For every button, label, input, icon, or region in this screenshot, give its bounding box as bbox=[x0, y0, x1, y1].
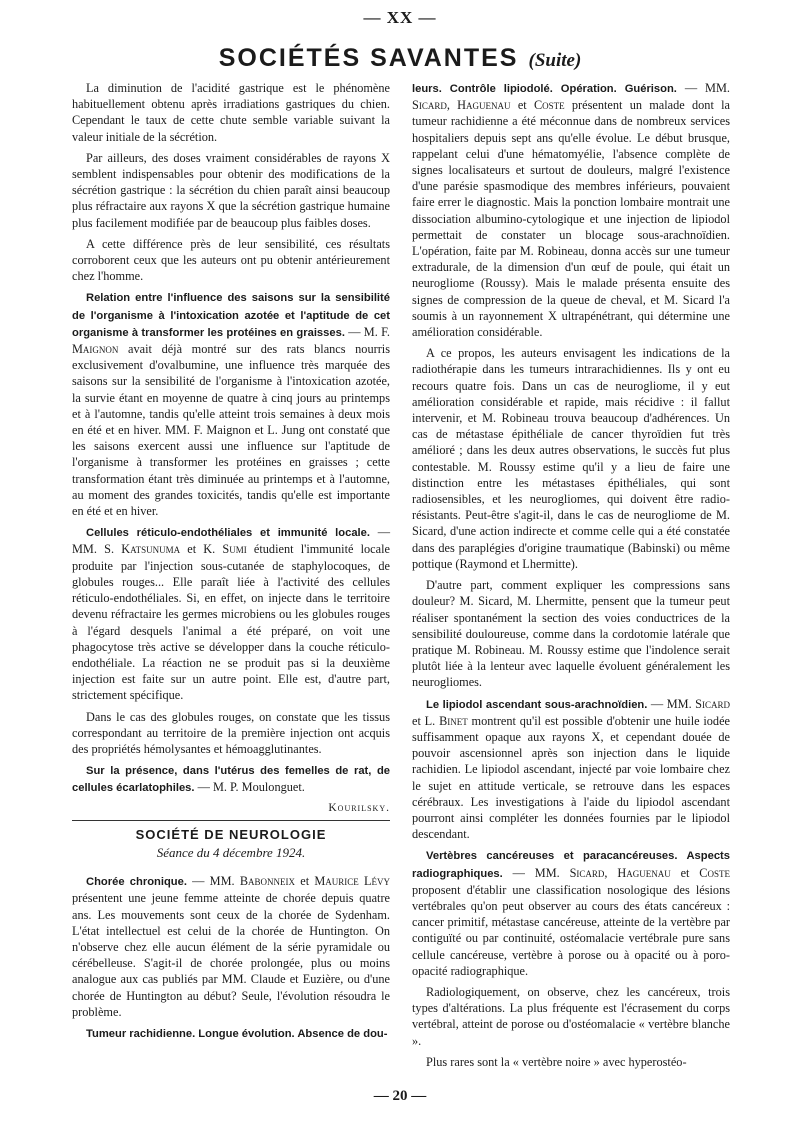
author-joiner: et K. bbox=[180, 542, 223, 557]
entry-text: montrent qu'il est possible d'obtenir une huile iodée suffisamment opaque aux rayons X, et cependant douée de pouvoir ascensionnel après son injection dans le liquide rachidien. Le lipiodol ascendant, injecté par voie lombaire chez le sujet en attitude verticale, se retrouve dans les espaces cérébraux. Les investigations à l'aide du lipiodol ascendant pourront ainsi compléter les données fournies par le lipiodol descendant. bbox=[412, 713, 730, 842]
paragraph: A cette différence près de leur sensibilité, ces résultats corroborent ceux que les auteurs ont pu obtenir antérieurement chez l'homme. bbox=[72, 236, 390, 284]
page-roman-numeral: — XX — bbox=[363, 8, 437, 27]
author-joiner: , bbox=[604, 865, 618, 880]
abstract-entry bbox=[412, 847, 730, 979]
left-column bbox=[72, 80, 390, 1047]
author-joiner: et bbox=[295, 874, 315, 889]
page-number: — 20 — bbox=[373, 1088, 427, 1104]
run-in-heading: Tumeur rachidienne. Longue évolution. Absence de dou- bbox=[86, 1027, 388, 1040]
run-in-heading: Relation entre l'influence des saisons sur la sensibilité de l'organisme à l'intoxication azotée et l'aptitude de cet organisme à transformer les protéines en graisses. bbox=[72, 292, 390, 339]
abstract-entry bbox=[412, 696, 730, 843]
signature: Kourilsky. bbox=[328, 801, 390, 814]
author-name: Sicard bbox=[695, 696, 730, 711]
entry-authors: — M. P. Moulonguet. bbox=[194, 780, 305, 795]
author-name: Sicard bbox=[569, 865, 605, 880]
author-joiner: et L. bbox=[412, 713, 440, 728]
abstract-entry bbox=[72, 1025, 390, 1042]
author-name: Maurice Lévy bbox=[314, 874, 390, 889]
author-name: Coste bbox=[699, 865, 730, 880]
abstract-entry bbox=[72, 873, 390, 1020]
entry-text: présentent une jeune femme atteinte de chorée depuis quatre ans. Les mouvements sont ceux de la chorée de Sydenham. L'état intellectuel est celui de la chorée de Huntington. On n'observe chez elle aucun élément de la série pyramidale ou cérébelleuse. S'agit-il de chorée prolongée, plus ou moins analogue aux cas publiés par MM. Claude et Euzière, ou d'une chorée de Huntington au début? Seule, l'évolution résoudra le problème. bbox=[72, 891, 390, 1019]
run-in-heading: Le lipiodol ascendant sous-arachnoïdien. bbox=[426, 698, 648, 711]
abstract-entry bbox=[72, 762, 390, 796]
author-name: Coste bbox=[533, 98, 565, 113]
run-in-heading: Vertèbres cancéreuses et paracancéreuses. Aspects radiographiques. bbox=[412, 850, 730, 880]
session-date: Séance du 4 décembre 1924. bbox=[156, 844, 306, 860]
author-name: Babonneix bbox=[239, 874, 296, 889]
author-name: Sumi bbox=[222, 542, 247, 557]
heading-dash: — MM. S. bbox=[72, 525, 391, 557]
entry-text: avait déjà montré sur des rats blancs nourris exclusivement d'ovalbumine, une influence très marquée des saisons sur la sensibilité de l'organisme à l'intoxication azotée, la survie étant en moyenne de quatre à cinq jours au printemps et à l'automne, tandis qu'elle atteint trois semaines à deux mois en été et en hiver. MM. F. Maignon et L. Jung ont constaté que les saisons exercent aussi une influence sur l'aptitude de l'organisme à transformer les protéines en graisses ; cette transformation étant très diminuée au printemps et à l'automne, au moment des grandes toxicités, tandis qu'elle est importante en été et en hiver. bbox=[72, 342, 390, 519]
right-column bbox=[412, 80, 730, 1075]
paragraph: D'autre part, comment expliquer les compressions sans douleur? M. Sicard, M. Lhermitte, pensent que la tumeur peut réaliser spontanément la section des voies conductrices de la sensibilité douloureuse, comme dans la cordotomie latérale que pratique M. Robineau. M. Roussy estime que l'indolence serait plutôt liée à la lenteur avec laquelle évoluent généralement les neurogliomes. bbox=[412, 578, 730, 690]
author-name: Sicard bbox=[412, 98, 447, 113]
entry-text: présentent un malade dont la tumeur rachidienne a été méconnue dans de nombreux services hospitaliers depuis sept ans qu'elle évolue. Le début brusque, rappelant celui d'une hématomyélie, l'absence complète de signes localisateurs et surtout de douleurs, malgré l'existence d'une parésie spasmodique des membres inférieurs, pouvaient faire errer le diagnostic. Mais la ponction lombaire montrait une dissociation albumino-cytologique et une injection de lipiodol permettait de constater un blocage sous-arachnoïdien. L'opération, faite par M. Robineau, donna accès sur une tumeur extradurale, de la dimension d'un œuf de poule, qui était un neurogliome (Roussy). Mais le malade présenta ensuite des signes de compression de la queue de cheval, et M. Sicard l'a soumis à un rayonnement X ultrapénétrant, qui détermine une amélioration considérable. bbox=[412, 98, 730, 340]
author-name: Haguenau bbox=[457, 98, 511, 113]
heading-dash: — MM. bbox=[502, 865, 570, 880]
paragraph: Radiologiquement, on observe, chez les cancéreux, trois types d'altérations. La plus fréquente est l'écrasement du corps vertébral, atteint de porose ou d'ostéomalacie « vertèbre blanche ». bbox=[412, 984, 730, 1048]
abstract-entry bbox=[72, 289, 390, 519]
author-name: Haguenau bbox=[617, 865, 671, 880]
author-joiner: et bbox=[510, 98, 534, 113]
run-in-heading: Chorée chronique. bbox=[86, 876, 187, 889]
paragraph: Par ailleurs, des doses vraiment considérables de rayons X semblent indispensables pour obtenir des modifications de la sécrétion gastrique : la sécrétion du chien paraît ainsi beaucoup plus réfractaire aux rayons X que la sécrétion gastrique humaine plus facilement modifiée par de beaucoup plus faibles doses. bbox=[72, 150, 390, 230]
author-name: Katsunuma bbox=[121, 542, 181, 557]
heading-dash: — M. F. bbox=[344, 324, 390, 339]
entry-text: étudient l'immunité locale produite par l'injection sous-cutanée de staphylocoques, de globules rouges... Elle paraît liée à l'activité des cellules réticulo-endothéliales. Si, en effet, on injecte dans le territoire devenu réfractaire les germes microbiens ou les globules rouges à l'égard desquels l'animal a été préparé, on voit une phagocytose très active se développer dans la couche réticulo-endothéliale. La réaction ne se produit pas si la deuxième injection est faite sur un autre point. Elle est, d'autre part, strictement spécifique. bbox=[72, 542, 390, 703]
masthead bbox=[0, 44, 800, 73]
heading-dash: — MM. bbox=[186, 874, 240, 889]
abstract-entry bbox=[72, 524, 390, 703]
author-joiner: et bbox=[670, 865, 700, 880]
abstract-entry bbox=[412, 80, 730, 340]
paragraph: La diminution de l'acidité gastrique est le phénomène habituellement obtenu après irradiations gastriques du chien. Cependant le taux de cette chute semble variable suivant la valeur initiale de la sécrétion. bbox=[72, 81, 390, 144]
paragraph: A ce propos, les auteurs envisagent les indications de la radiothérapie dans les tumeurs intrarachidiennes. Ils y ont eu recours quatre fois. Dans un cas de neurogliome, il y eut amélioration considérable et rapide, mais récidive : il fallut intervenir, et M. Robineau trouva beaucoup d'adhérences. Un cas de métastase épithéliale de cancer thyroïdien fut très amélioré ; dans les deux autres observations, le succès fut plus contestable. M. Roussy estime qu'il y a lieu de faire une distinction entre les métastases épithéliales, qui sont radiosensibles, et les neurogliomes, qui doivent être radio-résistants. Peut-être s'agit-il, dans le cas de neurogliome de M. Sicard, d'une action indirecte et comme celle qui a été constatée dans des paraplégies d'origine traumatique (Babinski) ou même pottique (Raymond et Lhermitte). bbox=[412, 346, 730, 571]
run-in-heading: Cellules réticulo-endothéliales et immunité locale. bbox=[86, 527, 370, 540]
masthead-title: SOCIÉTÉS SAVANTES bbox=[218, 44, 519, 72]
paragraph: Plus rares sont la « vertèbre noire » avec hyperostéo- bbox=[426, 1054, 687, 1069]
masthead-suite: (Suite) bbox=[528, 50, 582, 71]
run-in-heading: Sur la présence, dans l'utérus des femelles de rat, de cellules écarlatophiles. bbox=[72, 765, 390, 795]
run-in-heading: leurs. Contrôle lipiodolé. Opération. Guérison. bbox=[412, 83, 677, 95]
section-title: SOCIÉTÉ DE NEUROLOGIE bbox=[135, 826, 327, 842]
author-name: Binet bbox=[439, 713, 468, 728]
paragraph: Dans le cas des globules rouges, on constate que les tissus correspondant au territoire de la première injection ont acquis des propriétés hémolysantes et hémoagglutinantes. bbox=[72, 709, 390, 756]
heading-dash: — MM. bbox=[647, 696, 696, 711]
section-divider bbox=[72, 820, 390, 821]
entry-text: proposent d'établir une classification nosologique des lésions vertébrales qu'on peut observer au cours des états cancéreux : cancer primitif, métastase cancéreuse, atteinte de la vertèbre par contiguïté ou par continuité, ostéomalacie vertébrale pure sans cellule cancéreuse, vertèbre à porose ou à opacité ou à poro-opacité radiographique. bbox=[412, 882, 730, 978]
author-joiner: , bbox=[446, 98, 458, 113]
author-name: Maignon bbox=[72, 342, 119, 357]
heading-dash: — MM. bbox=[676, 81, 731, 95]
